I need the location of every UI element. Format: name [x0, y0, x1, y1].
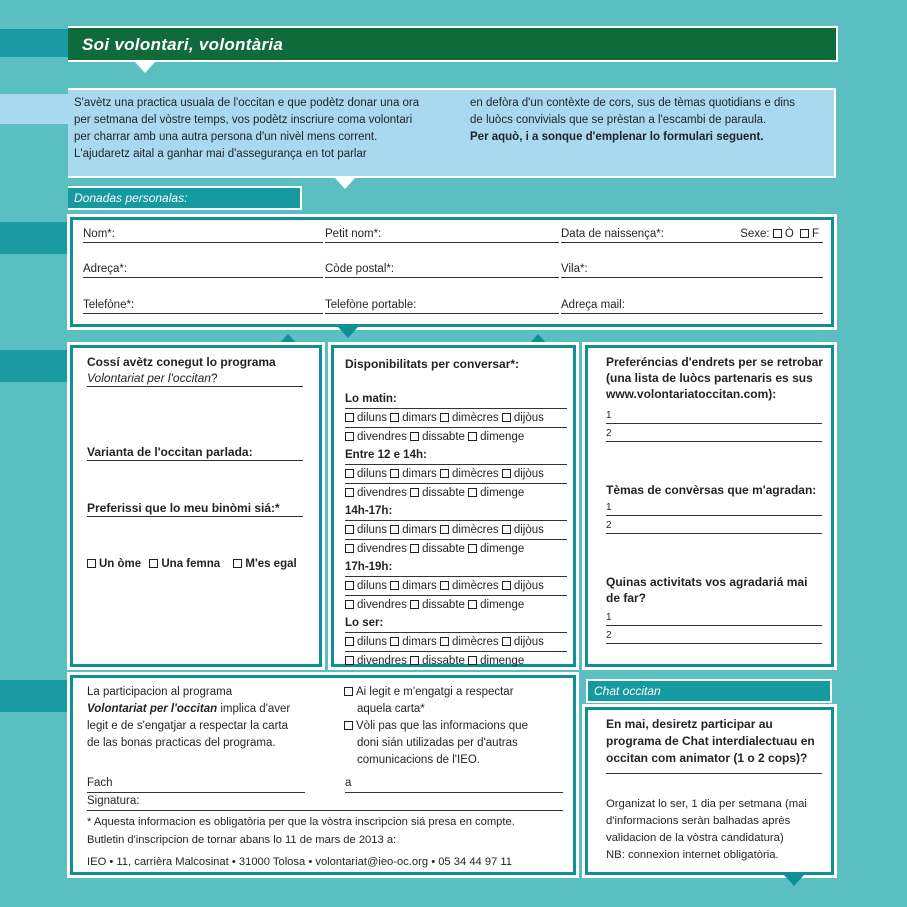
line-number: 1 — [606, 410, 612, 421]
day-label: dimenge — [480, 655, 525, 667]
charter-line-rest: implica d'aver — [217, 703, 291, 715]
vila-field[interactable] — [561, 262, 823, 278]
day-checkbox[interactable] — [410, 600, 419, 609]
binomi-field — [87, 500, 303, 517]
middle-strip — [0, 350, 80, 382]
day-checkbox[interactable] — [440, 525, 449, 534]
day-label: dimenge — [480, 543, 525, 555]
day-label: dimars — [402, 412, 437, 424]
day-checkbox[interactable] — [440, 469, 449, 478]
availability-header: Disponibilitats per conversar*: — [345, 357, 520, 371]
day-checkbox[interactable] — [410, 656, 419, 665]
intro-col1 — [74, 95, 459, 163]
discovery-panel — [70, 345, 322, 667]
day-label: divendres — [357, 543, 407, 555]
required-notice: * Aquesta informacion es obligatòria per que la vòstra inscripcion siá presa en compte. — [87, 816, 515, 828]
charter-panel — [70, 675, 576, 875]
day-checkbox[interactable] — [390, 413, 399, 422]
q-programa-end: ? — [210, 371, 218, 385]
day-label: diluns — [357, 468, 388, 480]
slot-label: 14h-17h: — [345, 502, 567, 521]
ome-label: Un òme — [99, 558, 142, 570]
code-postal-field[interactable] — [325, 262, 559, 278]
charter-line: de las bonas practicas del programa. — [87, 737, 276, 749]
varianta-field[interactable] — [87, 444, 303, 461]
egal-checkbox[interactable] — [233, 559, 242, 568]
no-communications-checkbox[interactable] — [344, 721, 353, 730]
day-checkbox[interactable] — [345, 581, 354, 590]
chat-question — [606, 716, 822, 774]
chat-question-line: programa de Chat interdialectuau en — [606, 734, 815, 748]
q-programa-italic: Volontariat per l'occitan — [87, 371, 211, 385]
vila-label: Vila*: — [561, 263, 588, 275]
day-checkbox[interactable] — [345, 637, 354, 646]
day-row — [345, 521, 567, 540]
portable-field[interactable] — [325, 298, 559, 314]
sexe-f-label: F — [811, 228, 819, 240]
day-checkbox[interactable] — [502, 525, 511, 534]
day-checkbox[interactable] — [345, 600, 354, 609]
title-banner — [68, 26, 838, 62]
nom-field[interactable] — [83, 227, 323, 243]
endrets-line-2[interactable] — [606, 426, 822, 442]
slot-label: 17h-19h: — [345, 558, 567, 577]
line-number: 2 — [606, 428, 612, 439]
q-endrets-line: www.volontariatoccitan.com): — [606, 387, 777, 401]
line-number: 1 — [606, 502, 612, 513]
q-endrets — [606, 354, 828, 402]
day-label: dimenge — [480, 487, 525, 499]
day-checkbox[interactable] — [502, 413, 511, 422]
line-number: 2 — [606, 630, 612, 641]
day-checkbox[interactable] — [440, 413, 449, 422]
varianta-label: Varianta de l'occitan parlada: — [87, 445, 253, 459]
day-label: diluns — [357, 580, 388, 592]
chat-tab — [586, 679, 832, 703]
day-label: divendres — [357, 599, 407, 611]
deadline-text: Butletin d'inscripcion de tornar abans lo 11 de mars de 2013 a: — [87, 834, 397, 846]
charter-checks — [344, 684, 574, 769]
personal-strip — [0, 222, 80, 254]
day-checkbox[interactable] — [345, 413, 354, 422]
day-row — [345, 409, 567, 428]
petit-nom-field[interactable] — [325, 227, 559, 243]
day-label: dimècres — [451, 524, 499, 536]
day-row — [345, 577, 567, 596]
telefone-field[interactable] — [83, 298, 323, 314]
q-endrets-line: (una lista de luòcs partenaris es sus — [606, 371, 813, 385]
day-row — [345, 428, 567, 446]
day-checkbox[interactable] — [410, 488, 419, 497]
data-naissenca-field[interactable] — [561, 227, 823, 243]
mail-field[interactable] — [561, 298, 823, 314]
temas-line-2[interactable] — [606, 518, 822, 534]
day-label: dimenge — [480, 431, 525, 443]
signatura-field[interactable] — [87, 793, 563, 811]
charter-line: La participacion al programa — [87, 686, 233, 698]
day-label: dijòus — [513, 636, 544, 648]
day-checkbox[interactable] — [410, 432, 419, 441]
binomi-options — [87, 556, 327, 572]
availability-panel — [331, 345, 576, 667]
day-checkbox[interactable] — [345, 656, 354, 665]
intro-line: S'avètz una practica usuala de l'occitan e que podètz donar una ora — [74, 97, 420, 109]
day-label: divendres — [357, 655, 407, 667]
day-label: dissabte — [422, 543, 465, 555]
line-number: 2 — [606, 520, 612, 531]
a-field[interactable] — [345, 775, 563, 793]
day-label: diluns — [357, 412, 388, 424]
day-row — [345, 596, 567, 614]
intro-line: per charrar amb una autra persona d'un nivèl mens corrent. — [74, 131, 378, 143]
day-label: dissabte — [422, 431, 465, 443]
q-programa — [87, 354, 303, 387]
availability-slots — [345, 390, 567, 670]
day-label: dissabte — [422, 599, 465, 611]
fach-field[interactable] — [87, 775, 305, 793]
charter-program-name: Volontariat per l'occitan — [87, 703, 218, 715]
charter-line: legit e de s'engatjar a respectar la carta — [87, 720, 289, 732]
charter-text — [87, 684, 319, 752]
sexe-o-label: Ò — [784, 228, 794, 240]
personal-tab-label: Donadas personalas: — [74, 191, 188, 205]
sexe-group — [740, 227, 819, 241]
chat-question-line: occitan com animator (1 o 2 cops)? — [606, 751, 808, 765]
chat-tab-label: Chat occitan — [594, 684, 661, 698]
day-label: diluns — [357, 636, 388, 648]
chat-info-line: d'informacions seràn balhadas après — [606, 815, 791, 827]
fach-label: Fach — [87, 777, 113, 789]
day-label: dijòus — [513, 580, 544, 592]
day-checkbox[interactable] — [390, 637, 399, 646]
day-label: dimars — [402, 468, 437, 480]
portable-label: Telefòne portable: — [325, 299, 417, 311]
endrets-line-1[interactable] — [606, 408, 822, 424]
day-checkbox[interactable] — [468, 656, 477, 665]
day-checkbox[interactable] — [440, 581, 449, 590]
address-text: IEO • 11, carrièra Malcosinat • 31000 Tolosa • volontariat@ieo-oc.org • 05 34 44 97 11 — [87, 856, 513, 868]
intro-box — [68, 88, 836, 178]
slot-label: Entre 12 e 14h: — [345, 446, 567, 465]
activitats-line-1[interactable] — [606, 610, 822, 626]
day-row — [345, 633, 567, 652]
day-checkbox[interactable] — [410, 544, 419, 553]
day-row — [345, 540, 567, 558]
line-number: 1 — [606, 612, 612, 623]
footer-notes — [87, 813, 577, 871]
intro-line: per setmana del vòstre temps, vos podètz inscriure coma volontari — [74, 114, 413, 126]
intro-notch — [335, 178, 355, 189]
slot-label: Lo ser: — [345, 614, 567, 633]
personal-panel — [70, 217, 834, 327]
day-label: dimars — [402, 524, 437, 536]
personal-tab — [68, 186, 302, 210]
chat-info-line: validacion de la vòstra candidatura) — [606, 832, 784, 844]
sexe-o-checkbox[interactable] — [773, 229, 782, 238]
slot-label: Lo matin: — [345, 390, 567, 409]
femna-checkbox[interactable] — [149, 559, 158, 568]
day-row — [345, 484, 567, 502]
day-checkbox[interactable] — [390, 469, 399, 478]
no-communications-label: comunicacions de l'IEO. — [357, 754, 481, 766]
charter-accept-checkbox[interactable] — [344, 687, 353, 696]
day-label: dissabte — [422, 655, 465, 667]
day-checkbox[interactable] — [390, 581, 399, 590]
day-label: dijòus — [513, 524, 544, 536]
binomi-label: Preferissi que lo meu binòmi siá:* — [87, 501, 280, 515]
charter-accept-label: aquela carta* — [357, 703, 425, 715]
a-label: a — [345, 777, 352, 789]
activitats-line-2[interactable] — [606, 628, 822, 644]
intro-line: en defòra d'un contèxte de cors, sus de tèmas quotidians e dins — [470, 97, 796, 109]
day-label: diluns — [357, 524, 388, 536]
charter-accept-label: Ai legit e m'engatgi a respectar — [356, 686, 514, 698]
day-checkbox[interactable] — [345, 469, 354, 478]
code-postal-label: Còde postal*: — [325, 263, 395, 275]
q-activitats — [606, 574, 828, 606]
femna-label: Una femna — [161, 558, 221, 570]
day-checkbox[interactable] — [468, 432, 477, 441]
q-activitats-line: de far? — [606, 591, 647, 605]
sexe-label: Sexe: — [740, 228, 770, 240]
q-temas: Tèmas de convèrsas que m'agradan: — [606, 483, 817, 497]
chat-notch — [784, 875, 804, 886]
day-label: dimars — [402, 636, 437, 648]
mail-label: Adreça mail: — [561, 299, 625, 311]
q-activitats-line: Quinas activitats vos agradariá mai — [606, 575, 808, 589]
sexe-f-checkbox[interactable] — [800, 229, 809, 238]
day-label: dimècres — [451, 636, 499, 648]
day-checkbox[interactable] — [345, 525, 354, 534]
page-title: Soi volontari, volontària — [82, 35, 284, 54]
no-communications-label: Vòli pas que las informacions que — [356, 720, 528, 732]
adreca-label: Adreça*: — [83, 263, 128, 275]
intro-line: L'ajudaretz aital a ganhar mai d'assegurança en tot parlar — [74, 148, 367, 160]
day-checkbox[interactable] — [502, 581, 511, 590]
intro-col2 — [470, 95, 830, 146]
day-checkbox[interactable] — [502, 637, 511, 646]
no-communications-label: doni sián utilizadas per d'autras — [357, 737, 518, 749]
panel-notch — [528, 334, 548, 345]
day-label: dimars — [402, 580, 437, 592]
data-naissenca-label: Data de naissença*: — [561, 228, 664, 240]
day-label: dijòus — [513, 412, 544, 424]
chat-question-line: En mai, desiretz participar au — [606, 717, 773, 731]
q-programa-label: Cossí avètz conegut lo programa — [87, 355, 276, 369]
petit-nom-label: Petit nom*: — [325, 228, 382, 240]
day-label: dissabte — [422, 487, 465, 499]
day-label: dimenge — [480, 599, 525, 611]
panel-notch — [278, 334, 298, 345]
day-checkbox[interactable] — [468, 544, 477, 553]
day-checkbox[interactable] — [345, 544, 354, 553]
day-checkbox[interactable] — [345, 488, 354, 497]
signatura-label: Signatura: — [87, 795, 140, 807]
chat-panel — [585, 707, 834, 875]
day-label: divendres — [357, 431, 407, 443]
day-checkbox[interactable] — [468, 600, 477, 609]
nom-label: Nom*: — [83, 228, 115, 240]
egal-label: M'es egal — [245, 558, 297, 570]
chat-info-line: Organizat lo ser, 1 dia per setmana (mai — [606, 798, 807, 810]
day-checkbox[interactable] — [440, 637, 449, 646]
temas-line-1[interactable] — [606, 500, 822, 516]
preferences-panel — [585, 345, 834, 667]
intro-line: de luòcs convivials que se prèstan a l'escambi de paraula. — [470, 114, 767, 126]
bottom-strip — [0, 680, 80, 712]
day-label: dimècres — [451, 580, 499, 592]
day-checkbox[interactable] — [502, 469, 511, 478]
ome-checkbox[interactable] — [87, 559, 96, 568]
day-checkbox[interactable] — [390, 525, 399, 534]
day-checkbox[interactable] — [468, 488, 477, 497]
adreca-field[interactable] — [83, 262, 323, 278]
intro-bold-line: Per aquò, i a sonque d'emplenar lo formulari seguent. — [470, 131, 764, 143]
telefone-label: Telefòne*: — [83, 299, 135, 311]
day-row — [345, 465, 567, 484]
title-notch — [135, 62, 155, 73]
day-label: dimècres — [451, 468, 499, 480]
panel-notch — [338, 327, 358, 338]
q-endrets-line: Preferéncias d'endrets per se retrobar — [606, 355, 823, 369]
day-label: dimècres — [451, 412, 499, 424]
chat-info — [606, 796, 832, 864]
day-checkbox[interactable] — [345, 432, 354, 441]
day-label: divendres — [357, 487, 407, 499]
day-row — [345, 652, 567, 670]
chat-info-line: NB: connexion internet obligatòria. — [606, 849, 779, 861]
day-label: dijòus — [513, 468, 544, 480]
